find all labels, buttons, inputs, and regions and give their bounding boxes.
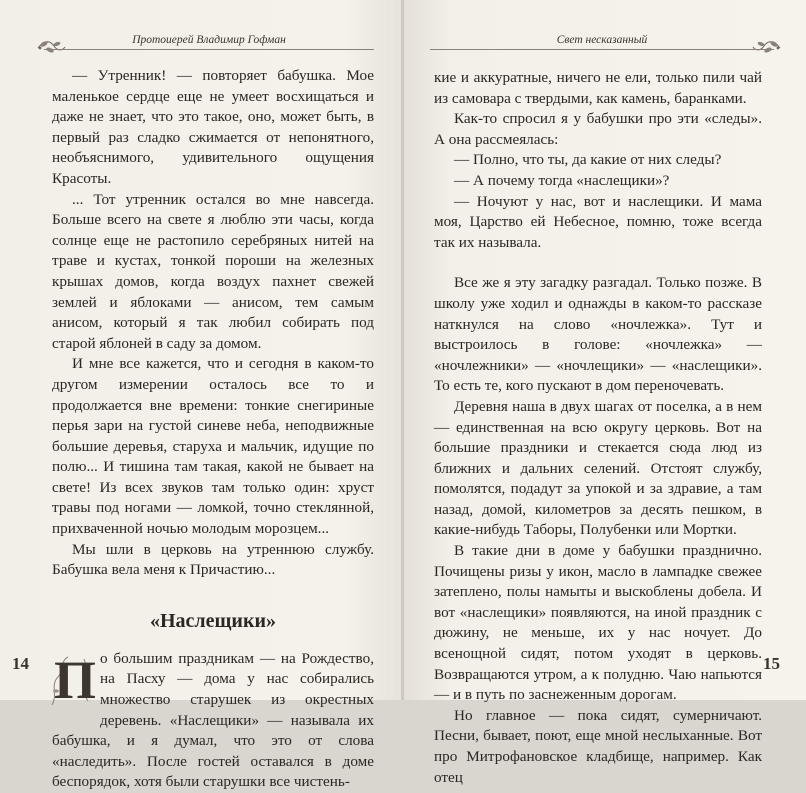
- page-number-right: 15: [763, 654, 780, 673]
- paragraph: о большим праздникам — на Рождество, на Пасху — дома у нас собирались множество старушек из окрестных деревень. «Наслещики» — называла их бабушка, и я думал, что это от слова «наследить». После гостей оставался в доме беспорядок, хотя были старушки все чистень-: [52, 649, 374, 791]
- dropcap-letter: П: [54, 649, 97, 710]
- paragraph: — Ночуют у нас, вот и наслещики. И мама моя, Царство ей Небесное, помню, тоже всегда так их называла.: [434, 192, 762, 251]
- paragraph: — Утренник! — повторяет бабушка. Мое маленькое сердце еще не умеет восхищаться и даже не знает, что это такое, оно, может быть, в первый раз сладко сжимается от непонятного, необъяснимого, удивительного ощущения Красоты.: [52, 67, 374, 187]
- paragraph: Как-то спросил я у бабушки про эти «следы». А она рассмеялась:: [434, 110, 762, 148]
- paragraph: Мы шли в церковь на утреннюю службу. Бабушка вела меня к Причастию...: [52, 540, 374, 579]
- left-body-text: [52, 66, 374, 793]
- left-page: [0, 0, 402, 791]
- running-head-right: [430, 30, 774, 58]
- paragraph: Но главное — пока сидят, сумерничают. Песни, бывает, поют, еще мной неслыханные. Вот про Митрофановское кладбище, например. Как отец: [434, 706, 762, 786]
- head-rule: [44, 49, 374, 50]
- running-head-left: [44, 30, 374, 58]
- paragraph: — Полно, что ты, да какие от них следы?: [454, 151, 722, 169]
- paragraph: Все же я эту загадку разгадал. Только позже. В школу уже ходил и однажды в каком-то рассказе наткнулся на слово «ночлежка». Тут и выстроилось в голове: «ночлежка» — «ночлежники» — «ночлещики» — «наслещики». То есть те, кого пускают в дом переночевать.: [434, 274, 762, 395]
- section-title: «Наслещики»: [150, 609, 276, 632]
- page-number-left: 14: [12, 654, 29, 673]
- paragraph: кие и аккуратные, ничего не ели, только пили чай из самовара с твердыми, как камень, баранками.: [434, 69, 762, 107]
- head-rule: [430, 49, 774, 50]
- dropcap-initial: [48, 649, 97, 711]
- paragraph: ... Тот утренник остался во мне навсегда. Больше всего на свете я люблю эти часы, когда солнце еще не растопило серебряных нитей на траве и кустах, тонкой пороши на железных крышах домов, когда воздух пахнет свежей землей и яблоками — анисом, тем самым анисом, который я так любил собирать под старой яблоней в саду за домом.: [52, 190, 374, 352]
- paragraph: И мне все кажется, что и сегодня в каком-то другом измерении осталось все то и продолжается вне времени: тонкие снегириные перья зари на густой синеве неба, неподвижные большие деревья, старуха и мальчик, идущие по полю... И тишина там такая, какой не бывает на свете! Из всех звуков там только один: хруст травы под ногами — ломкой, точно стеклянной, прихваченной ночью молодым морозцем...: [52, 355, 374, 538]
- right-page: [404, 0, 806, 786]
- running-head-title: Свет несказанный: [556, 34, 648, 46]
- running-head-title: Протоиерей Владимир Гофман: [132, 34, 286, 46]
- paragraph: — А почему тогда «наслещики»?: [454, 171, 670, 189]
- paragraph: В такие дни в доме у бабушки празднично. Почищены ризы у икон, масло в лампадке свежее затеплено, полы намыты и выскоблены добела. И вот «наслещики» появляются, на иной праздник с дюжину, не меньше, их у нас ночует. До всенощной сидят, потом уходят в церковь. Возвращаются утром, а к полудню. Чаю напьются — и в путь по заснеженным дорогам.: [434, 542, 762, 704]
- paragraph: Деревня наша в двух шагах от поселка, а в нем — единственная на всю округу церковь. Вот на большие праздники и стекается сюда люд из ближних и дальних селений. Отстоят службу, помолятся, подадут за упокой и за здравие, а там назад, домой, километров за десять пешком, в какие-нибудь Таборы, Полубенки или Мортки.: [434, 397, 762, 539]
- right-body-text: [434, 68, 762, 788]
